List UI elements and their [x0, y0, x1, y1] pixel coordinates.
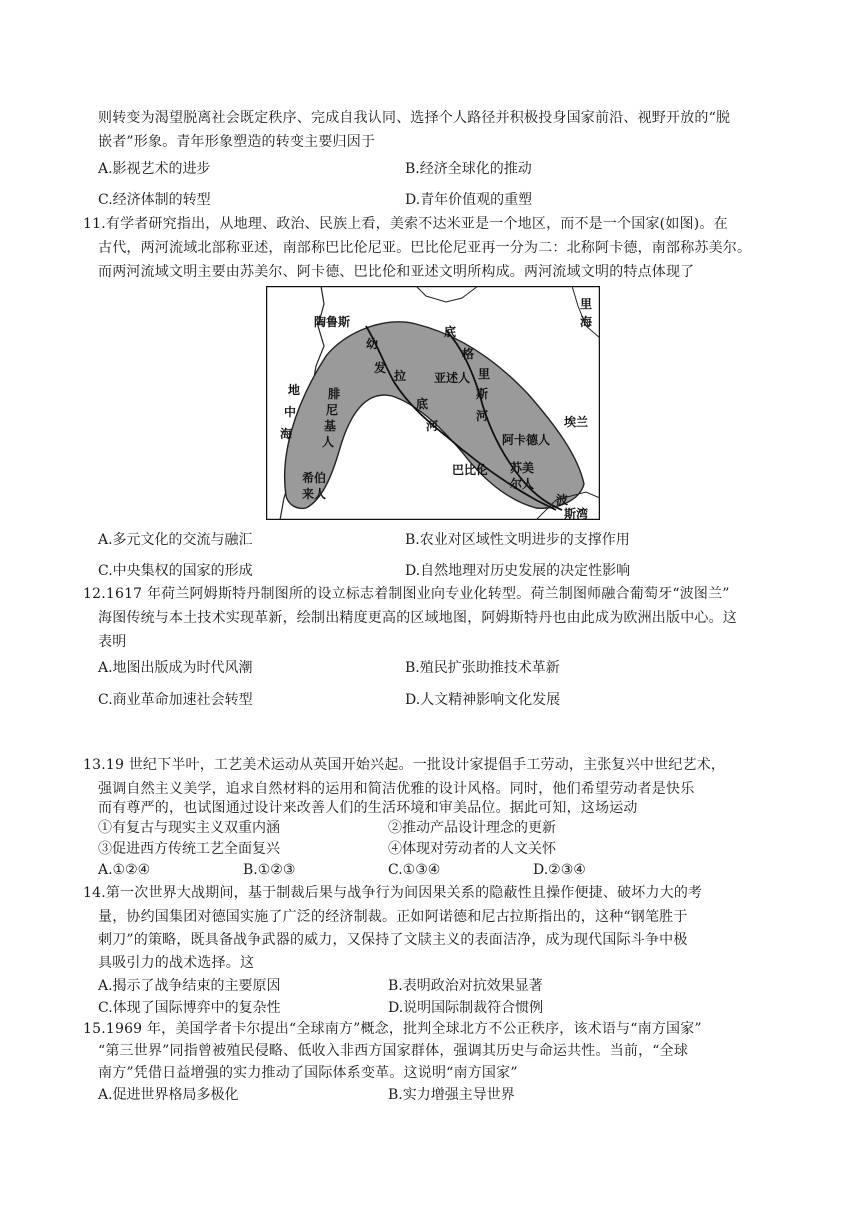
q13-statement-1: ①有复古与现实主义双重内涵	[98, 820, 280, 836]
q13-statement-3: ③促进西方传统工艺全面复兴	[98, 841, 280, 857]
q15-option-a: A.促进世界格局多极化	[98, 1087, 239, 1103]
q14-option-a: A.揭示了战争结束的主要原因	[98, 978, 281, 994]
label-gulf-2: 斯湾	[564, 507, 589, 520]
q14-option-b: B.表明政治对抗效果显著	[388, 978, 543, 994]
label-euphrates-1: 幼	[366, 337, 379, 351]
label-tigris-5: 河	[476, 409, 489, 423]
q14-stem-line2: 量，协约国集团对德国实施了广泛的经济制裁。正如阿诺德和尼古拉斯指出的，这种“钢笔胜于	[98, 909, 688, 925]
q14-stem-line1: 14.第一次世界大战期间，基于制裁后果与战争行为间因果关系的隐蔽性且操作便捷、破坏力大的考	[83, 885, 703, 901]
label-caspian-1: 里	[580, 297, 593, 311]
q14-option-d: D.说明国际制裁符合惯例	[388, 1000, 544, 1016]
q11-option-b: B.农业对区域性文明进步的支撑作用	[405, 532, 630, 548]
q14-stem-line4: 具吸引力的战术选择。这	[98, 955, 255, 971]
label-tigris-4: 斯	[476, 387, 489, 401]
label-caspian-2: 海	[580, 315, 593, 329]
q12-option-a: A.地图出版成为时代风潮	[98, 660, 253, 676]
label-euphrates-2: 发	[374, 361, 387, 375]
label-hebrew-2: 来人	[302, 487, 327, 501]
q13-stem-line1: 13.19 世纪下半叶，工艺美术运动从英国开始兴起。一批设计家提倡手工劳动，主张复兴中世纪艺术，	[83, 757, 726, 773]
label-med-3: 海	[280, 427, 293, 441]
q12-option-d: D.人文精神影响文化发展	[405, 692, 561, 708]
label-hebrew-1: 希伯	[302, 471, 327, 485]
q12-stem-line3: 表明	[98, 634, 127, 650]
label-phoenician-2: 尼	[326, 403, 339, 417]
q14-stem-line3: 刺刀”的策略，既具备战争武器的威力，又保持了文牍主义的表面洁净，成为现代国际斗争中极	[98, 932, 688, 948]
label-sumerian-2: 尔人	[510, 477, 535, 491]
label-tigris-1: 底	[444, 325, 457, 339]
label-sumerian-1: 苏美	[510, 461, 535, 475]
label-assyrian: 亚述人	[434, 371, 471, 385]
q13-option-c: C.①③④	[388, 862, 441, 878]
mesopotamia-map	[266, 286, 600, 520]
q13-option-b: B.①②③	[243, 862, 296, 878]
label-euphrates-5: 河	[426, 419, 439, 433]
q15-stem-line3: 南方”凭借日益增强的实力推动了国际体系变革。这说明“南方国家”	[98, 1065, 518, 1081]
q13-statement-2: ②推动产品设计理念的更新	[388, 820, 556, 836]
label-phoenician-3: 基	[324, 419, 337, 433]
label-med-2: 中	[284, 405, 297, 419]
label-tigris-2: 格	[462, 347, 475, 361]
q11-stem-line2: 古代，两河流域北部称亚述，南部称巴比伦尼亚。巴比伦尼亚再一分为二：北称阿卡德，南部称苏美尔。	[98, 240, 752, 256]
q10-option-c: C.经济体制的转型	[98, 192, 211, 208]
q15-stem-line2: “第三世界”同指曾被殖民侵略、低收入非西方国家群体，强调其历史与命运共性。当前，“全球	[98, 1043, 689, 1059]
label-phoenician-4: 人	[322, 435, 335, 449]
q15-option-b: B.实力增强主导世界	[388, 1087, 515, 1103]
q10-option-d: D.青年价值观的重塑	[405, 192, 533, 208]
q12-stem-line2: 海图传统与本土技术实现革新，绘制出精度更高的区域地图，阿姆斯特丹也由此成为欧洲出版中心。这	[98, 610, 737, 626]
q13-stem-line2: 强调自然主义美学，追求自然材料的运用和简洁优雅的设计风格。同时，他们希望劳动者是快乐	[98, 781, 695, 797]
q13-option-a: A.①②④	[98, 862, 151, 878]
label-akkadian: 阿卡德人	[502, 433, 551, 447]
q10-option-a: A.影视艺术的进步	[98, 161, 211, 177]
q13-option-d: D.②③④	[533, 862, 586, 878]
q12-option-b: B.殖民扩张助推技术革新	[405, 660, 560, 676]
q11-option-c: C.中央集权的国家的形成	[98, 563, 253, 579]
q11-stem-line1: 11.有学者研究指出，从地理、政治、民族上看，美索不达米亚是一个地区，而不是一个国家(如图)。在	[83, 216, 728, 232]
q12-stem-line1: 12.1617 年荷兰阿姆斯特丹制图所的设立标志着制图业向专业化转型。荷兰制图师融合葡萄牙“波图兰”	[83, 586, 730, 602]
label-euphrates-4: 底	[416, 397, 429, 411]
label-tigris-3: 里	[478, 367, 491, 381]
label-babylon: 巴比伦	[452, 463, 489, 477]
label-phoenician-1: 腓	[328, 387, 341, 401]
q13-stem-line3: 而有尊严的，也试图通过设计来改善人们的生活环境和审美品位。据此可知，这场运动	[98, 800, 638, 816]
label-euphrates-3: 拉	[394, 369, 407, 383]
q15-stem-line1: 15.1969 年，美国学者卡尔提出“全球南方”概念，批判全球北方不公正秩序，该术语与“南方国家”	[83, 1021, 702, 1037]
label-elam: 埃兰	[564, 415, 589, 429]
q11-option-d: D.自然地理对历史发展的决定性影响	[405, 563, 631, 579]
q10-stem-line2: 嵌者”形象。青年形象塑造的转变主要归因于	[98, 134, 376, 150]
label-med-1: 地	[288, 383, 301, 397]
q12-option-c: C.商业革命加速社会转型	[98, 692, 253, 708]
label-taurus: 陶鲁斯	[314, 315, 351, 329]
q13-statement-4: ④体现对劳动者的人文关怀	[388, 841, 556, 857]
q11-stem-line3: 而两河流域文明主要由苏美尔、阿卡德、巴比伦和亚述文明所构成。两河流域文明的特点体现了	[98, 264, 695, 280]
label-gulf-1: 波	[556, 493, 569, 507]
q14-option-c: C.体现了国际博弈中的复杂性	[98, 1000, 281, 1016]
q10-stem-line1: 则转变为渴望脱离社会既定秩序、完成自我认同、选择个人路径并积极投身国家前沿、视野开放的“脱	[98, 110, 731, 126]
q10-option-b: B.经济全球化的推动	[405, 161, 532, 177]
q11-option-a: A.多元文化的交流与融汇	[98, 532, 253, 548]
